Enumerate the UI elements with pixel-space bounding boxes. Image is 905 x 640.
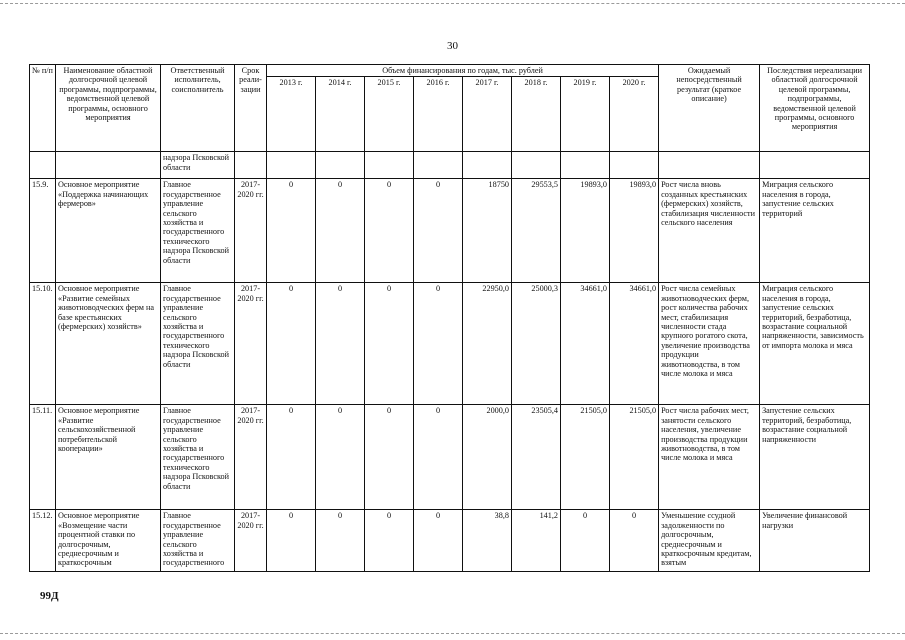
- row-name: Основное мероприятие «Развитие семейных животноводческих ферм на базе крестьянских (фермерских) хозяйств»: [56, 283, 161, 405]
- row-value: 0: [561, 510, 610, 572]
- row-value: 0: [267, 510, 316, 572]
- row-value: 21505,0: [561, 405, 610, 510]
- row-value: 0: [414, 179, 463, 283]
- row-result: Рост числа семейных животноводческих ферм, рост количества рабочих мест, стабилизация численности стада крупного рогатого скота, увеличение производства продукции животноводства, в том числе молока и мяса: [659, 283, 760, 405]
- header-year: 2013 г.: [267, 77, 316, 152]
- row-result: Рост числа вновь созданных крестьянских (фермерских) хозяйств, стабилизация численности сельского населения: [659, 179, 760, 283]
- row-value: 21505,0: [610, 405, 659, 510]
- row-term: 2017-2020 гг.: [235, 405, 267, 510]
- row-value: 0: [610, 510, 659, 572]
- row-value: 22950,0: [463, 283, 512, 405]
- table-row: [30, 510, 870, 572]
- row-value: 0: [267, 405, 316, 510]
- row-term: 2017-2020 гг.: [235, 510, 267, 572]
- row-executor: Главное государственное управление сельского хозяйства и государственного: [161, 510, 235, 572]
- row-value: 34661,0: [561, 283, 610, 405]
- page-number: 30: [447, 40, 458, 52]
- row-consequences: Запустение сельских территорий, безработица, возрастание социальной напряженности: [760, 405, 870, 510]
- row-value: 2000,0: [463, 405, 512, 510]
- row-num: 15.9.: [30, 179, 56, 283]
- row-value: 34661,0: [610, 283, 659, 405]
- row-value: 29553,5: [512, 179, 561, 283]
- header-num: № п/п: [30, 65, 56, 152]
- header-year: 2020 г.: [610, 77, 659, 152]
- row-name: Основное мероприятие «Поддержка начинающих фермеров»: [56, 179, 161, 283]
- row-term: 2017-2020 гг.: [235, 283, 267, 405]
- row-term: 2017-2020 гг.: [235, 179, 267, 283]
- row-name: Основное мероприятие «Развитие сельскохозяйственной потребительской кооперации»: [56, 405, 161, 510]
- row-value: 0: [414, 283, 463, 405]
- header-row: [30, 65, 870, 77]
- row-value: 0: [267, 179, 316, 283]
- row-value: 0: [316, 405, 365, 510]
- row-value: 19893,0: [561, 179, 610, 283]
- scan-edge-bottom: [0, 633, 905, 634]
- row-num: 15.12.: [30, 510, 56, 572]
- footer-code: 99Д: [40, 590, 59, 602]
- scan-edge-top: [0, 3, 905, 4]
- row-consequences: Увеличение финансовой нагрузки: [760, 510, 870, 572]
- row-value: 18750: [463, 179, 512, 283]
- header-year: 2016 г.: [414, 77, 463, 152]
- row-value: 0: [365, 283, 414, 405]
- header-year: 2015 г.: [365, 77, 414, 152]
- row-value: 0: [414, 405, 463, 510]
- row-value: 0: [316, 179, 365, 283]
- row-value: 0: [267, 283, 316, 405]
- header-year: 2018 г.: [512, 77, 561, 152]
- header-executor: Ответственный исполнитель, соисполнитель: [161, 65, 235, 152]
- row-result: Уменьшение ссудной задолженности по долгосрочным, среднесрочным и краткосрочным кредитам, взятым: [659, 510, 760, 572]
- funding-table: [29, 64, 870, 572]
- row-num: 15.11.: [30, 405, 56, 510]
- row-consequences: Миграция сельского населения в города, запустение сельских территорий: [760, 179, 870, 283]
- row-result: Рост числа рабочих мест, занятости сельского населения, увеличение производства продукции животноводства, в том числе молока и мяса: [659, 405, 760, 510]
- row-value: 38,8: [463, 510, 512, 572]
- continuation-executor: надзора Псковской области: [161, 152, 235, 179]
- row-executor: Главное государственное управление сельского хозяйства и государственного технического надзора Псковской области: [161, 179, 235, 283]
- row-value: 0: [365, 510, 414, 572]
- row-value: 23505,4: [512, 405, 561, 510]
- row-num: 15.10.: [30, 283, 56, 405]
- table-row: [30, 283, 870, 405]
- table-row: [30, 405, 870, 510]
- row-value: 25000,3: [512, 283, 561, 405]
- header-consequences: Последствия нереализации областной долгосрочной целевой программы, подпрограммы, ведомственной целевой программы, основного мероприятия: [760, 65, 870, 152]
- row-value: 19893,0: [610, 179, 659, 283]
- row-value: 0: [365, 405, 414, 510]
- header-year: 2019 г.: [561, 77, 610, 152]
- header-name: Наименование областной долгосрочной целевой программы, подпрограммы, ведомственной целевой программы, основного мероприятия: [56, 65, 161, 152]
- header-term: Срок реали-зации: [235, 65, 267, 152]
- row-consequences: Миграция сельского населения в города, запустение сельских территорий, безработица, возрастание социальной напряженности, зависимость от импорта молока и мяса: [760, 283, 870, 405]
- row-value: 141,2: [512, 510, 561, 572]
- continuation-row: [30, 152, 870, 179]
- header-year: 2014 г.: [316, 77, 365, 152]
- row-executor: Главное государственное управление сельского хозяйства и государственного технического надзора Псковской области: [161, 405, 235, 510]
- table-row: [30, 179, 870, 283]
- row-value: 0: [316, 510, 365, 572]
- header-year: 2017 г.: [463, 77, 512, 152]
- header-funding: Объем финансирования по годам, тыс. рублей: [267, 65, 659, 77]
- row-value: 0: [316, 283, 365, 405]
- row-name: Основное мероприятие «Возмещение части процентной ставки по долгосрочным, среднесрочным и краткосрочным: [56, 510, 161, 572]
- row-value: 0: [365, 179, 414, 283]
- row-executor: Главное государственное управление сельского хозяйства и государственного технического надзора Псковской области: [161, 283, 235, 405]
- header-result: Ожидаемый непосредственный результат (краткое описание): [659, 65, 760, 152]
- row-value: 0: [414, 510, 463, 572]
